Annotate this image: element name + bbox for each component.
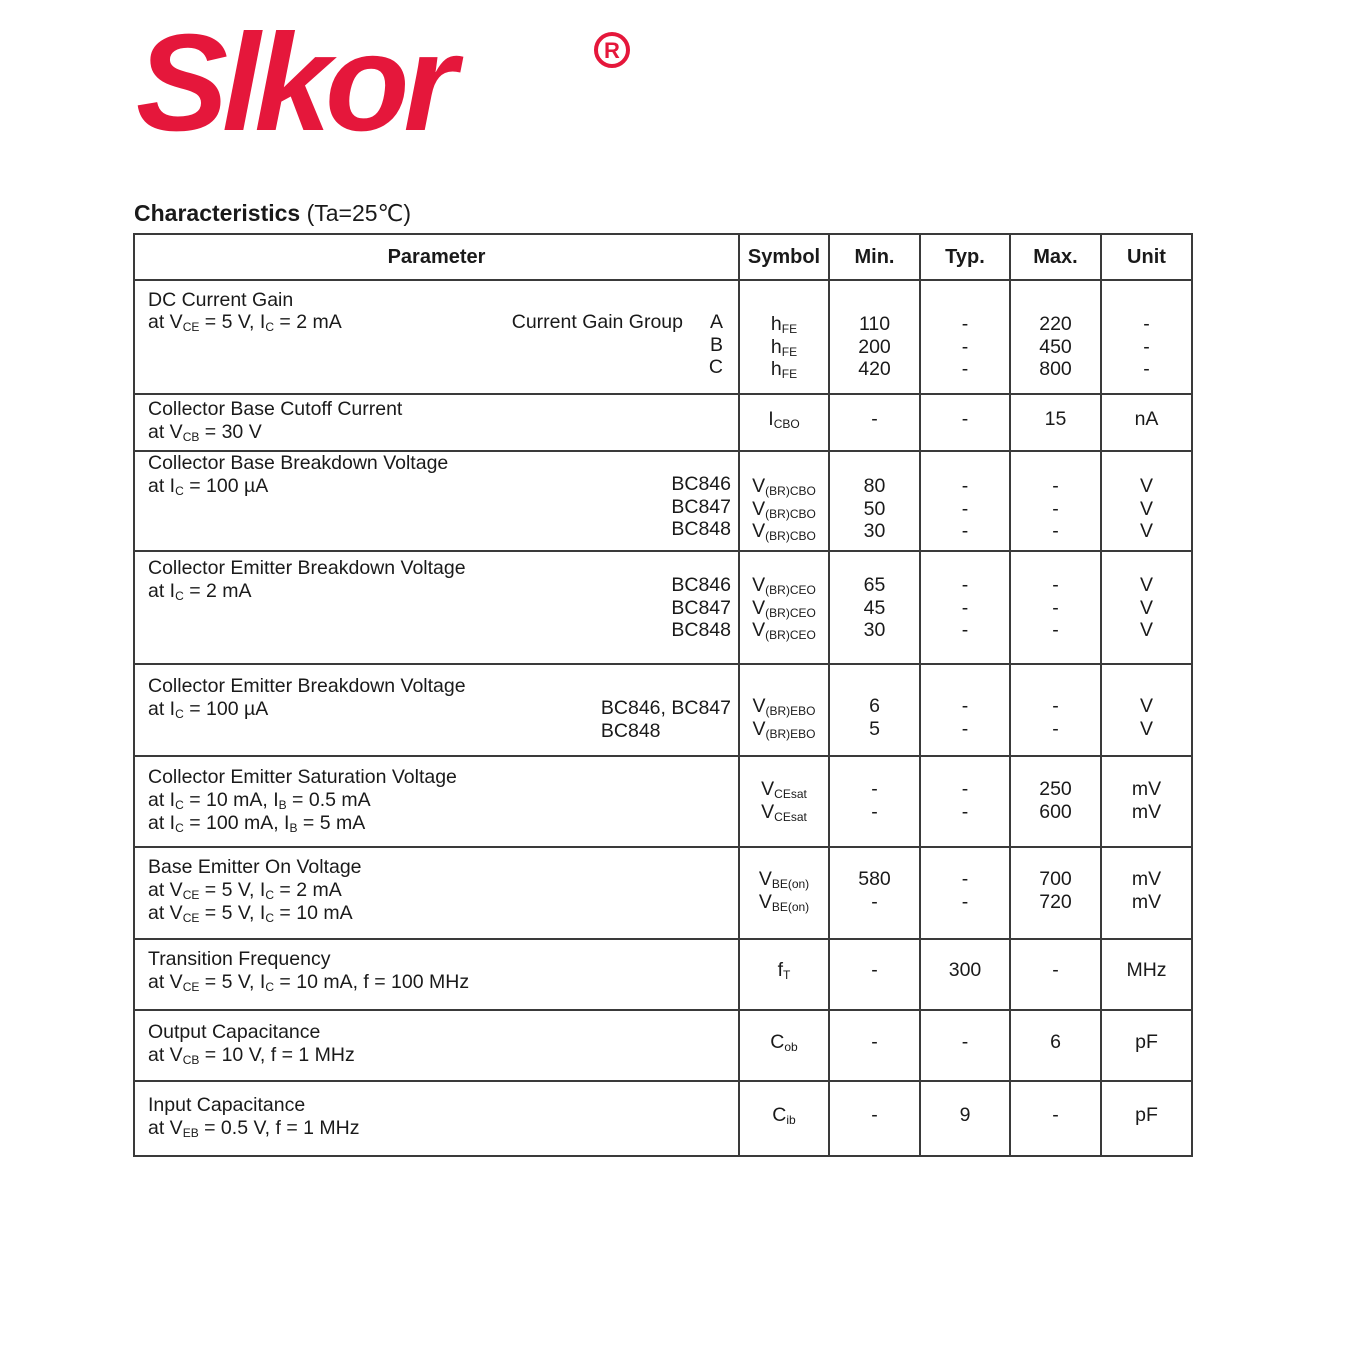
test-condition: at $V_{CE} = 5$ V, $I_C = 10$ mA, f = 100 MHz xyxy=(148,971,470,994)
typ-cell xyxy=(920,451,1010,551)
max-value: - xyxy=(1052,959,1059,981)
max-value: - xyxy=(1052,717,1059,740)
test-condition: at $V_{CE} = 5$ V, $I_C = 2$ mA xyxy=(148,311,342,334)
table-row xyxy=(134,280,1192,394)
typ-cell xyxy=(920,847,1010,939)
symbol-cell xyxy=(739,394,829,451)
symbol-cell xyxy=(739,1010,829,1081)
max-cell xyxy=(1010,280,1101,394)
min-value: 30 xyxy=(863,619,886,641)
test-condition: at $I_C = 2$ mA xyxy=(148,580,252,603)
symbol: $f_T$ xyxy=(777,959,791,982)
symbol: $V_{(BR)CBO}$ xyxy=(752,520,816,543)
parameter-title: Transition Frequency xyxy=(148,948,331,970)
min-value: 65 xyxy=(863,574,886,596)
max-value: - xyxy=(1052,475,1059,497)
min-cell xyxy=(829,394,920,451)
header-min: Min. xyxy=(829,234,920,280)
symbol: $V_{CEsat}$ xyxy=(761,778,807,801)
symbol: $V_{(BR)CBO}$ xyxy=(752,497,816,521)
header-row xyxy=(134,234,1192,280)
table-row xyxy=(134,756,1192,847)
unit-value: pF xyxy=(1135,1104,1158,1126)
test-condition: at $V_{EB} = 0.5$ V, f = 1 MHz xyxy=(148,1117,360,1140)
variant-label: BC848 xyxy=(600,719,661,742)
max-value: 600 xyxy=(1039,800,1072,823)
min-value: 45 xyxy=(863,596,886,619)
test-condition: at $V_{CB} = 30$ V xyxy=(148,421,262,444)
typ-value: - xyxy=(961,619,969,641)
unit-value: MHz xyxy=(1126,959,1167,981)
logo-text: Slkor xyxy=(136,12,452,142)
typ-cell xyxy=(920,1010,1010,1081)
symbol: $V_{(BR)CEO}$ xyxy=(752,619,816,642)
symbol-cell xyxy=(739,551,829,664)
min-value: - xyxy=(871,800,878,823)
typ-value: 300 xyxy=(948,959,982,981)
parameter-title: Output Capacitance xyxy=(148,1021,321,1043)
min-cell xyxy=(829,551,920,664)
max-cell xyxy=(1010,1081,1101,1156)
symbol-cell xyxy=(739,664,829,756)
min-value: 30 xyxy=(863,520,886,542)
min-cell xyxy=(829,939,920,1010)
unit-cell xyxy=(1101,1081,1192,1156)
unit-value: mV xyxy=(1131,890,1162,913)
test-condition: at $I_C = 100$ mA, $I_B = 5$ mA xyxy=(148,811,366,835)
max-value: - xyxy=(1052,619,1059,641)
max-value: - xyxy=(1052,596,1059,619)
parameter-cell xyxy=(134,756,739,847)
unit-value: mV xyxy=(1131,868,1162,890)
current-gain-group-label: Current Gain Group xyxy=(511,311,683,333)
parameter-cell xyxy=(134,664,739,756)
test-condition: at $V_{CE} = 5$ V, $I_C = 2$ mA xyxy=(148,879,342,902)
max-cell xyxy=(1010,847,1101,939)
typ-value: - xyxy=(961,520,969,542)
min-value: 5 xyxy=(869,717,880,740)
typ-value: - xyxy=(961,574,969,596)
variant-label: BC847 xyxy=(671,596,731,619)
variant-label: BC846 xyxy=(671,473,731,495)
typ-value: - xyxy=(961,335,969,358)
symbol: $h_{FE}$ xyxy=(770,358,798,381)
symbol: $V_{(BR)EBO}$ xyxy=(752,717,816,741)
variant-label: BC848 xyxy=(671,619,731,641)
max-cell xyxy=(1010,939,1101,1010)
symbol: $V_{CEsat}$ xyxy=(761,800,807,824)
table-row xyxy=(134,394,1192,451)
min-value: 200 xyxy=(858,335,891,358)
test-condition: at $I_C = 100$ µA xyxy=(148,475,269,498)
unit-value: nA xyxy=(1134,408,1159,430)
min-cell xyxy=(829,280,920,394)
min-cell xyxy=(829,451,920,551)
test-condition: at $I_C = 10$ mA, $I_B = 0.5$ mA xyxy=(148,789,371,812)
max-value: - xyxy=(1052,497,1059,520)
unit-value: V xyxy=(1139,475,1153,497)
symbol: $V_{(BR)EBO}$ xyxy=(752,695,816,718)
min-value: 580 xyxy=(858,868,891,890)
characteristics-table xyxy=(133,233,1193,1157)
min-value: 6 xyxy=(869,695,880,717)
unit-value: - xyxy=(1143,335,1150,358)
typ-value: - xyxy=(961,800,969,823)
unit-value: - xyxy=(1143,313,1150,335)
unit-cell xyxy=(1101,664,1192,756)
typ-cell xyxy=(920,280,1010,394)
max-cell xyxy=(1010,664,1101,756)
max-value: - xyxy=(1052,574,1059,596)
max-value: - xyxy=(1052,695,1059,717)
symbol-cell xyxy=(739,451,829,551)
table-row xyxy=(134,1081,1192,1156)
header-parameter: Parameter xyxy=(134,234,739,280)
parameter-cell xyxy=(134,394,739,451)
variant-label: BC846 xyxy=(671,574,731,596)
typ-cell xyxy=(920,664,1010,756)
typ-cell xyxy=(920,551,1010,664)
svg-text:R: R xyxy=(604,38,620,63)
test-condition: at $V_{CB} = 10$ V, f = 1 MHz xyxy=(148,1044,355,1067)
typ-value: - xyxy=(961,596,969,619)
min-cell xyxy=(829,664,920,756)
header-typ: Typ. xyxy=(920,234,1010,280)
symbol: $V_{(BR)CEO}$ xyxy=(752,596,816,620)
parameter-cell xyxy=(134,939,739,1010)
max-cell xyxy=(1010,551,1101,664)
min-value: - xyxy=(871,890,878,913)
symbol: $I_{CBO}$ xyxy=(768,408,800,431)
symbol: $V_{BE(on)}$ xyxy=(758,890,810,914)
min-cell xyxy=(829,1010,920,1081)
max-value: 220 xyxy=(1039,313,1072,335)
min-value: - xyxy=(871,1104,878,1126)
parameter-cell xyxy=(134,551,739,664)
section-heading xyxy=(134,200,411,227)
table-row xyxy=(134,847,1192,939)
table-row xyxy=(134,1010,1192,1081)
variant-label: BC846, BC847 xyxy=(600,697,731,719)
parameter-title: Collector Base Cutoff Current xyxy=(148,398,403,420)
max-value: 700 xyxy=(1039,868,1072,890)
typ-value: - xyxy=(961,408,969,430)
typ-value: - xyxy=(961,868,969,890)
max-cell xyxy=(1010,756,1101,847)
unit-value: mV xyxy=(1131,778,1162,800)
min-value: - xyxy=(871,959,878,981)
min-value: 420 xyxy=(858,358,891,380)
symbol-cell xyxy=(739,939,829,1010)
typ-cell xyxy=(920,1081,1010,1156)
symbol: $V_{BE(on)}$ xyxy=(758,868,810,891)
typ-value: - xyxy=(961,1031,969,1053)
test-condition: at $I_C = 100$ µA xyxy=(148,698,269,721)
symbol-cell xyxy=(739,280,829,394)
parameter-title: Base Emitter On Voltage xyxy=(148,856,362,878)
unit-cell xyxy=(1101,847,1192,939)
table-row xyxy=(134,664,1192,756)
typ-cell xyxy=(920,939,1010,1010)
parameter-cell xyxy=(134,451,739,551)
header-max: Max. xyxy=(1010,234,1101,280)
unit-value: V xyxy=(1139,497,1153,520)
unit-cell xyxy=(1101,939,1192,1010)
min-value: 50 xyxy=(863,497,886,520)
typ-value: - xyxy=(961,695,969,717)
max-value: 6 xyxy=(1050,1031,1061,1053)
max-cell xyxy=(1010,1010,1101,1081)
symbol-cell xyxy=(739,847,829,939)
symbol: $V_{(BR)CEO}$ xyxy=(752,574,816,597)
parameter-cell xyxy=(134,1010,739,1081)
parameter-title: Collector Base Breakdown Voltage xyxy=(148,452,449,474)
symbol-cell xyxy=(739,756,829,847)
symbol: $C_{ob}$ xyxy=(770,1031,798,1054)
min-cell xyxy=(829,847,920,939)
heading-title: Characteristics xyxy=(134,200,301,226)
min-value: - xyxy=(871,1031,878,1053)
typ-value: 9 xyxy=(959,1104,971,1126)
parameter-cell xyxy=(134,847,739,939)
unit-cell xyxy=(1101,1010,1192,1081)
parameter-title: Input Capacitance xyxy=(148,1094,306,1116)
registered-mark-icon xyxy=(592,30,632,70)
test-condition: at $V_{CE} = 5$ V, $I_C = 10$ mA xyxy=(148,901,353,925)
parameter-cell xyxy=(134,1081,739,1156)
variant-label: BC847 xyxy=(671,495,731,518)
brand-logo xyxy=(136,12,656,142)
typ-value: - xyxy=(961,358,969,380)
typ-value: - xyxy=(961,497,969,520)
max-cell xyxy=(1010,394,1101,451)
header-unit: Unit xyxy=(1101,234,1192,280)
parameter-title: Collector Emitter Saturation Voltage xyxy=(148,766,457,788)
symbol: $C_{ib}$ xyxy=(772,1104,796,1127)
unit-cell xyxy=(1101,394,1192,451)
typ-cell xyxy=(920,756,1010,847)
symbol: $V_{(BR)CBO}$ xyxy=(752,475,816,498)
max-cell xyxy=(1010,451,1101,551)
variant-label: BC848 xyxy=(671,518,731,540)
min-value: - xyxy=(871,778,878,800)
unit-value: V xyxy=(1139,596,1153,619)
parameter-cell xyxy=(134,280,739,394)
parameter-title: Collector Emitter Breakdown Voltage xyxy=(148,675,466,697)
min-cell xyxy=(829,1081,920,1156)
variant-label: A xyxy=(709,311,723,333)
unit-value: mV xyxy=(1131,800,1162,823)
max-value: 720 xyxy=(1039,890,1072,913)
unit-cell xyxy=(1101,551,1192,664)
min-cell xyxy=(829,756,920,847)
unit-value: V xyxy=(1139,619,1153,641)
max-value: 250 xyxy=(1039,778,1072,800)
table-row xyxy=(134,551,1192,664)
typ-value: - xyxy=(961,890,969,913)
heading-condition: (Ta=25℃) xyxy=(306,200,412,226)
unit-value: - xyxy=(1143,358,1150,380)
variant-label: B xyxy=(709,333,723,356)
max-value: 800 xyxy=(1039,358,1072,380)
symbol: $h_{FE}$ xyxy=(770,335,798,359)
parameter-title: DC Current Gain xyxy=(148,289,294,311)
unit-cell xyxy=(1101,756,1192,847)
unit-cell xyxy=(1101,280,1192,394)
table-row xyxy=(134,451,1192,551)
max-value: 450 xyxy=(1039,335,1072,358)
max-value: - xyxy=(1052,1104,1059,1126)
min-value: - xyxy=(871,408,878,430)
variant-label: C xyxy=(708,356,723,378)
symbol: $h_{FE}$ xyxy=(770,313,798,336)
symbol-cell xyxy=(739,1081,829,1156)
unit-value: V xyxy=(1139,574,1153,596)
unit-value: pF xyxy=(1135,1031,1158,1053)
typ-value: - xyxy=(961,778,969,800)
parameter-title: Collector Emitter Breakdown Voltage xyxy=(148,557,466,579)
unit-cell xyxy=(1101,451,1192,551)
min-value: 80 xyxy=(863,475,886,497)
table-row xyxy=(134,939,1192,1010)
unit-value: V xyxy=(1139,695,1153,717)
typ-value: - xyxy=(961,475,969,497)
max-value: - xyxy=(1052,520,1059,542)
typ-cell xyxy=(920,394,1010,451)
typ-value: - xyxy=(961,717,969,740)
typ-value: - xyxy=(961,313,969,335)
max-value: 15 xyxy=(1044,408,1067,430)
min-value: 110 xyxy=(858,313,891,335)
unit-value: V xyxy=(1139,717,1153,740)
unit-value: V xyxy=(1139,520,1153,542)
header-symbol: Symbol xyxy=(739,234,829,280)
